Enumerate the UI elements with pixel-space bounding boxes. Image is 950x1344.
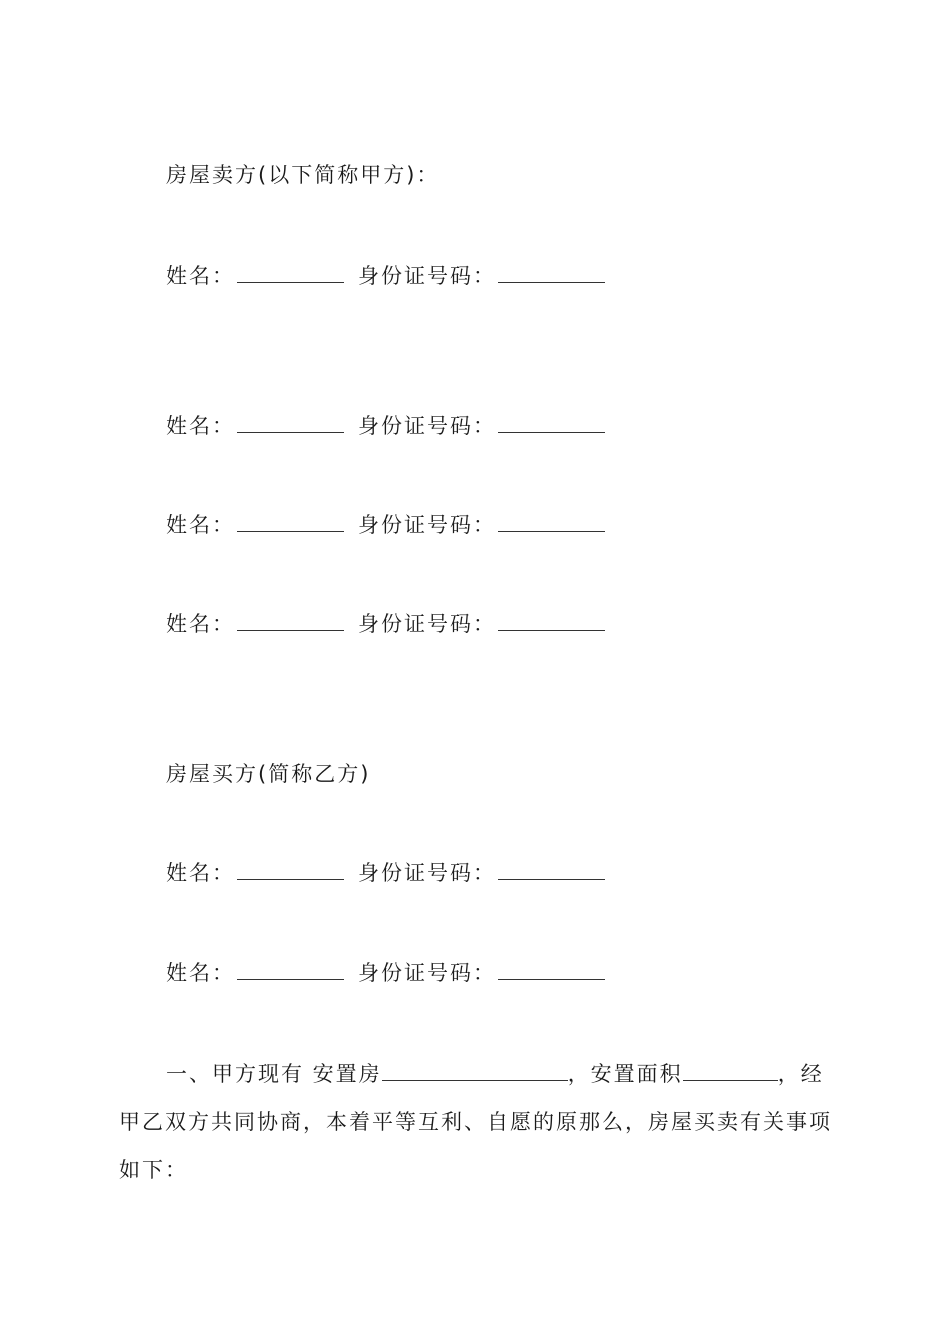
id-blank[interactable]: [498, 511, 605, 532]
name-blank[interactable]: [237, 412, 344, 433]
area-blank[interactable]: [683, 1060, 778, 1081]
id-label: 身份证号码：: [358, 513, 496, 537]
name-blank[interactable]: [237, 959, 344, 980]
seller-row-3: [166, 510, 605, 540]
name-blank[interactable]: [237, 262, 344, 283]
seller-row-4: [166, 609, 605, 639]
name-blank[interactable]: [237, 511, 344, 532]
buyer-row-1: [166, 858, 605, 888]
clause-1-text-c: ，: [777, 1062, 801, 1086]
name-label: 姓名：: [166, 414, 235, 438]
clause-1-text-b: ，安置面积: [567, 1062, 683, 1086]
name-label: 姓名：: [166, 264, 235, 288]
seller-row-1: [166, 261, 605, 291]
clause-1: [119, 1050, 835, 1194]
id-blank[interactable]: [498, 610, 605, 631]
clause-1-text-a: 一、甲方现有 安置房: [166, 1062, 382, 1086]
name-label: 姓名：: [166, 861, 235, 885]
name-blank[interactable]: [237, 859, 344, 880]
id-label: 身份证号码：: [358, 961, 496, 985]
id-label: 身份证号码：: [358, 861, 496, 885]
clause-1-text-d: 经甲乙双方共同协商，本着平等互利、自愿的原那么，房屋买卖有关事项如下：: [119, 1062, 832, 1182]
buyer-heading: 房屋买方(简称乙方): [166, 762, 371, 786]
id-blank[interactable]: [498, 859, 605, 880]
name-label: 姓名：: [166, 961, 235, 985]
name-blank[interactable]: [237, 610, 344, 631]
buyer-row-2: [166, 958, 605, 988]
property-blank[interactable]: [382, 1060, 568, 1081]
id-blank[interactable]: [498, 959, 605, 980]
id-label: 身份证号码：: [358, 264, 496, 288]
id-blank[interactable]: [498, 412, 605, 433]
seller-row-2: [166, 411, 605, 441]
id-label: 身份证号码：: [358, 612, 496, 636]
id-label: 身份证号码：: [358, 414, 496, 438]
id-blank[interactable]: [498, 262, 605, 283]
name-label: 姓名：: [166, 513, 235, 537]
name-label: 姓名：: [166, 612, 235, 636]
seller-heading: 房屋卖方(以下简称甲方)：: [166, 163, 440, 187]
